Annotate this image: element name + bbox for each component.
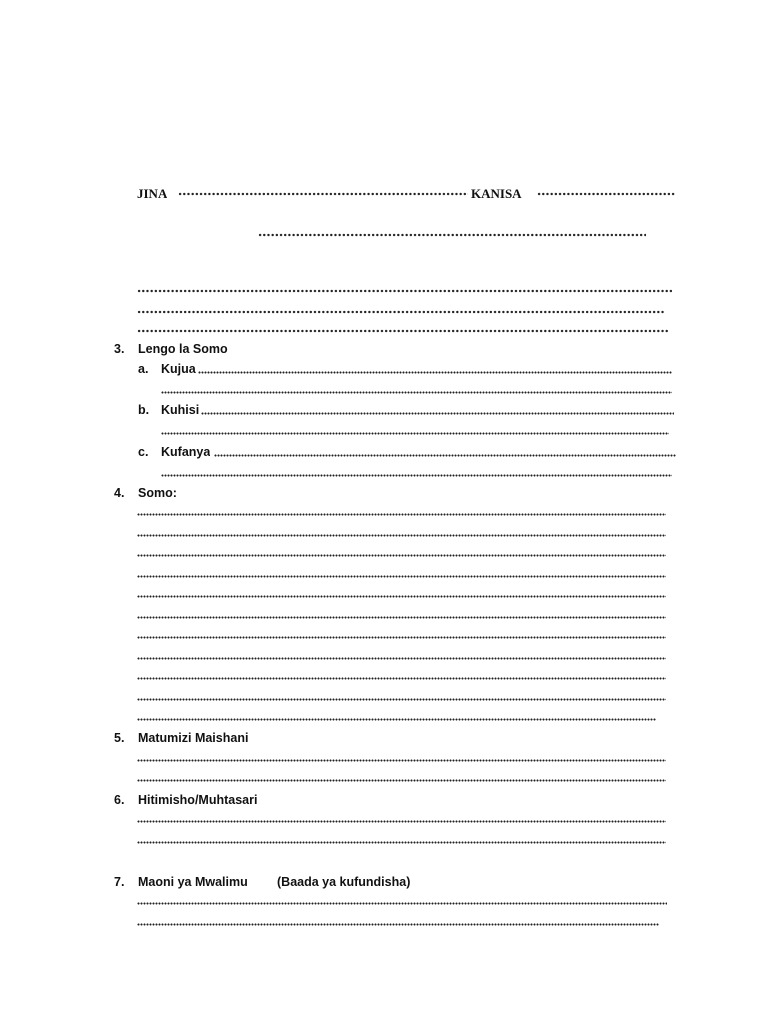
intro-line-3[interactable] [137, 325, 669, 337]
somo-line-9[interactable] [137, 672, 666, 684]
hitimisho-line-1[interactable] [137, 815, 666, 827]
section-4-number: 4. [114, 486, 125, 500]
matumizi-line-2[interactable] [137, 774, 666, 786]
matumizi-line-1[interactable] [137, 754, 666, 766]
header-line-2[interactable] [258, 229, 646, 241]
maoni-line-2[interactable] [137, 918, 659, 930]
section-5-title: Matumizi Maishani [138, 731, 249, 745]
somo-line-7[interactable] [137, 631, 666, 643]
section-5-number: 5. [114, 731, 125, 745]
somo-line-5[interactable] [137, 590, 666, 602]
section-7-number: 7. [114, 875, 125, 889]
item-a-letter: a. [138, 362, 149, 376]
section-3-title: Lengo la Somo [138, 342, 228, 356]
church-field[interactable] [537, 188, 675, 200]
item-a-line-2[interactable] [161, 386, 672, 398]
item-a-label: Kujua [161, 362, 196, 376]
section-4-title: Somo: [138, 486, 177, 500]
church-label: KANISA [471, 186, 522, 201]
name-field[interactable] [178, 188, 468, 200]
item-b-line-1[interactable] [201, 407, 674, 419]
intro-line-2[interactable] [137, 306, 665, 318]
maoni-line-1[interactable] [137, 897, 667, 909]
somo-line-2[interactable] [137, 529, 666, 541]
somo-line-6[interactable] [137, 611, 666, 623]
item-b-label: Kuhisi [161, 403, 200, 417]
somo-line-10[interactable] [137, 693, 666, 705]
somo-line-4[interactable] [137, 570, 666, 582]
somo-line-1[interactable] [137, 508, 666, 520]
item-c-label: Kufanya [161, 445, 211, 459]
section-7-note: (Baada ya kufundisha) [277, 875, 411, 889]
item-b-line-2[interactable] [161, 427, 669, 439]
somo-line-11[interactable] [137, 713, 656, 725]
item-c-line-1[interactable] [214, 449, 676, 461]
somo-line-3[interactable] [137, 549, 666, 561]
somo-line-8[interactable] [137, 652, 666, 664]
section-6-number: 6. [114, 793, 125, 807]
item-c-letter: c. [138, 445, 149, 459]
name-label: JINA [137, 186, 168, 201]
item-b-letter: b. [138, 403, 150, 417]
intro-line-1[interactable] [137, 285, 672, 297]
section-3-number: 3. [114, 342, 125, 356]
hitimisho-line-2[interactable] [137, 836, 666, 848]
section-7-title: Maoni ya Mwalimu [138, 875, 248, 889]
section-6-title: Hitimisho/Muhtasari [138, 793, 258, 807]
item-a-line-1[interactable] [198, 366, 672, 378]
item-c-line-2[interactable] [161, 469, 672, 481]
